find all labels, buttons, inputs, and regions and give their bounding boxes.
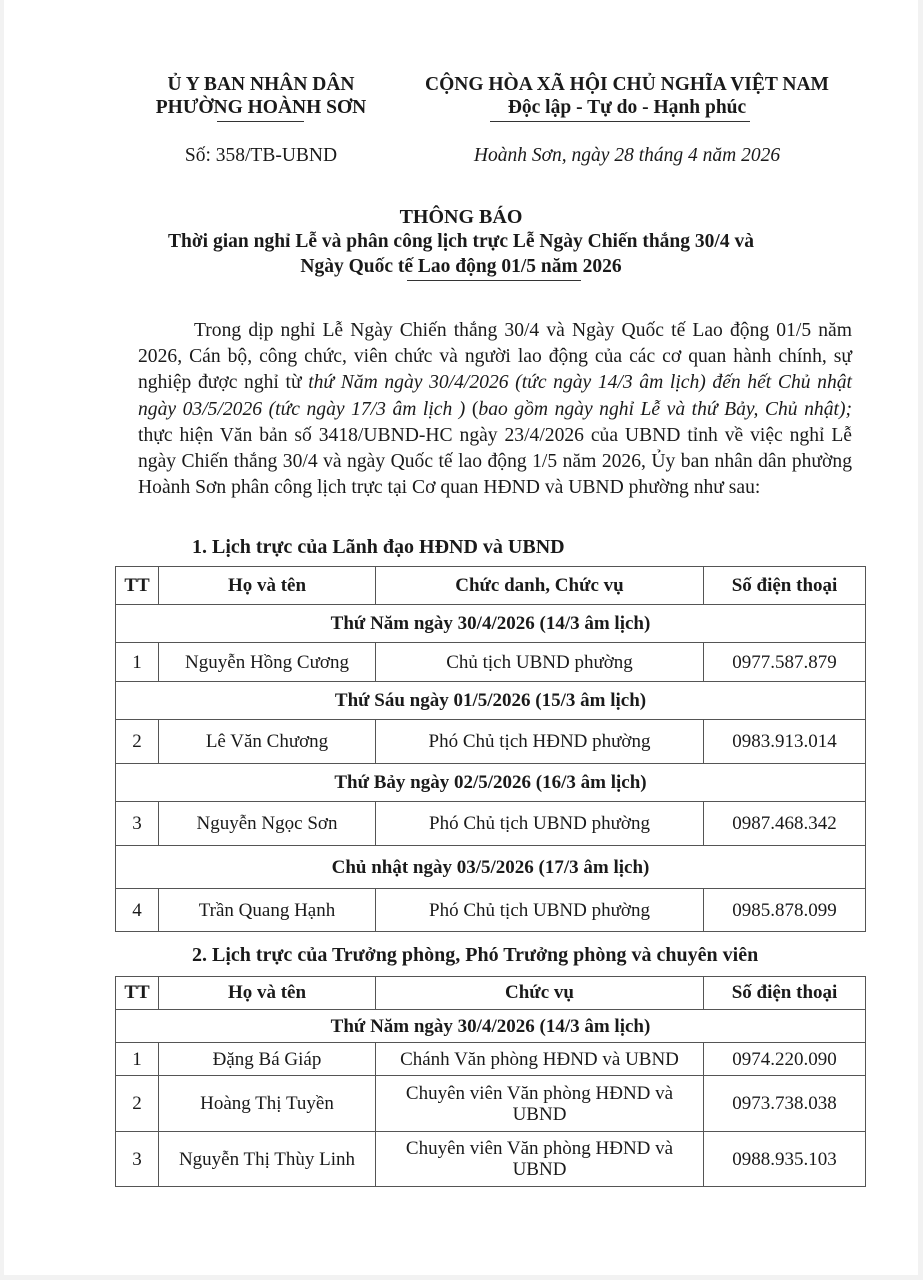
phone-number: 0977.587.879 xyxy=(704,643,866,682)
column-header-position: Chức danh, Chức vụ xyxy=(376,567,704,605)
column-header-name: Họ và tên xyxy=(159,567,376,605)
date-group-row xyxy=(116,682,866,720)
row-number: 1 xyxy=(116,643,159,682)
row-number: 3 xyxy=(116,802,159,846)
row-number: 1 xyxy=(116,1043,159,1076)
column-header-tt: TT xyxy=(116,977,159,1010)
table-row xyxy=(116,720,866,764)
document-subtitle-line1: Thời gian nghỉ Lễ và phân công lịch trực Lễ Ngày Chiến thắng 30/4 và xyxy=(168,231,754,252)
document-subtitle-line2: Ngày Quốc tế Lao động 01/5 năm 2026 xyxy=(300,256,622,277)
person-name: Nguyễn Hồng Cương xyxy=(159,643,376,682)
person-name: Trần Quang Hạnh xyxy=(159,889,376,932)
person-name: Hoàng Thị Tuyền xyxy=(159,1076,376,1132)
national-motto: Độc lập - Tự do - Hạnh phúc xyxy=(507,97,747,118)
column-header-tt: TT xyxy=(116,567,159,605)
date-group-row xyxy=(116,846,866,889)
person-name: Nguyễn Ngọc Sơn xyxy=(159,802,376,846)
phone-number: 0987.468.342 xyxy=(704,802,866,846)
person-position: Chuyên viên Văn phòng HĐND và UBND xyxy=(376,1076,704,1132)
agency-underline xyxy=(217,121,304,122)
phone-number: 0985.878.099 xyxy=(704,889,866,932)
table-row xyxy=(116,1076,866,1132)
phone-number: 0973.738.038 xyxy=(704,1076,866,1132)
phone-number: 0983.913.014 xyxy=(704,720,866,764)
title-underline xyxy=(407,280,581,281)
document-page xyxy=(4,0,918,1275)
date-group-row xyxy=(116,605,866,643)
document-title: THÔNG BÁO xyxy=(399,206,523,228)
table-header-row xyxy=(116,567,866,605)
duty-date: Thứ Năm ngày 30/4/2026 (14/3 âm lịch) xyxy=(116,1010,866,1043)
row-number: 2 xyxy=(116,1076,159,1132)
section2-heading: 2. Lịch trực của Trưởng phòng, Phó Trưởng phòng và chuyên viên xyxy=(192,944,759,966)
document-number: Số: 358/TB-UBND xyxy=(184,145,338,166)
agency-name-line1: Ủ Y BAN NHÂN DÂN xyxy=(167,74,355,95)
person-position: Phó Chủ tịch UBND phường xyxy=(376,802,704,846)
national-title: CỘNG HÒA XÃ HỘI CHỦ NGHĨA VIỆT NAM xyxy=(425,74,829,95)
agency-name-line2: PHƯỜNG HOÀNH SƠN xyxy=(155,97,367,118)
person-name: Nguyễn Thị Thùy Linh xyxy=(159,1132,376,1187)
duty-date: Chủ nhật ngày 03/5/2026 (17/3 âm lịch) xyxy=(116,846,866,889)
person-position: Chánh Văn phòng HĐND và UBND xyxy=(376,1043,704,1076)
table-header-row xyxy=(116,977,866,1010)
body-text-holiday-note: bao gồm ngày nghỉ Lễ và thứ Bảy, Chủ nhật); xyxy=(478,398,852,420)
column-header-name: Họ và tên xyxy=(159,977,376,1010)
person-position: Chuyên viên Văn phòng HĐND và UBND xyxy=(376,1132,704,1187)
table-row xyxy=(116,1043,866,1076)
column-header-phone: Số điện thoại xyxy=(704,977,866,1010)
body-paragraph xyxy=(138,318,852,501)
table-row xyxy=(116,889,866,932)
phone-number: 0974.220.090 xyxy=(704,1043,866,1076)
leader-duty-table xyxy=(115,566,866,932)
body-text-holiday-period: thứ Năm ngày 30/4/2026 (tức ngày 14/3 âm lịch) đến hết Chủ nhật ngày 03/5/2026 (tức ngày 17/3 âm lịch ) xyxy=(138,372,852,420)
duty-date: Thứ Sáu ngày 01/5/2026 (15/3 âm lịch) xyxy=(116,682,866,720)
section1-heading: 1. Lịch trực của Lãnh đạo HĐND và UBND xyxy=(192,536,565,558)
body-text-reference: thực hiện Văn bản số 3418/UBND-HC ngày 23/4/2026 của UBND tỉnh về việc nghỉ Lễ ngày Chiến thắng 30/4 và ngày Quốc tế lao động 1/5 năm 2026, Ủy ban nhân dân phường Hoành Sơn phân công lịch trực tại Cơ quan HĐND và UBND phường như sau: xyxy=(138,424,852,499)
row-number: 2 xyxy=(116,720,159,764)
date-group-row xyxy=(116,1010,866,1043)
person-position: Phó Chủ tịch HĐND phường xyxy=(376,720,704,764)
duty-date: Thứ Bảy ngày 02/5/2026 (16/3 âm lịch) xyxy=(116,764,866,802)
date-group-row xyxy=(116,764,866,802)
table-row xyxy=(116,1132,866,1187)
table-row xyxy=(116,643,866,682)
place-and-date: Hoành Sơn, ngày 28 tháng 4 năm 2026 xyxy=(473,145,781,166)
body-text-intro: Trong dịp nghỉ Lễ Ngày Chiến thắng 30/4 và Ngày Quốc tế Lao động 01/5 năm 2026, Cán bộ, công chức, viên chức và người lao động của các cơ quan hành chính, sự nghiệp được nghỉ từ xyxy=(138,320,852,394)
phone-number: 0988.935.103 xyxy=(704,1132,866,1187)
person-position: Chủ tịch UBND phường xyxy=(376,643,704,682)
row-number: 4 xyxy=(116,889,159,932)
person-name: Đặng Bá Giáp xyxy=(159,1043,376,1076)
body-text-paren: ( xyxy=(471,398,479,420)
column-header-position: Chức vụ xyxy=(376,977,704,1010)
person-name: Lê Văn Chương xyxy=(159,720,376,764)
table-row xyxy=(116,802,866,846)
row-number: 3 xyxy=(116,1132,159,1187)
staff-duty-table xyxy=(115,976,866,1187)
person-position: Phó Chủ tịch UBND phường xyxy=(376,889,704,932)
duty-date: Thứ Năm ngày 30/4/2026 (14/3 âm lịch) xyxy=(116,605,866,643)
motto-underline xyxy=(490,121,750,122)
column-header-phone: Số điện thoại xyxy=(704,567,866,605)
